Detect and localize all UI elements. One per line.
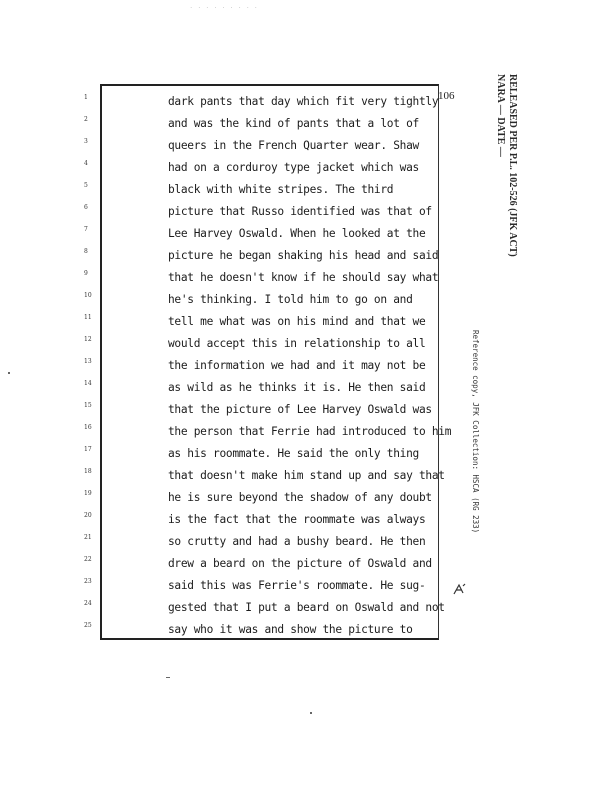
line-number: 7 [84, 226, 88, 233]
text-line: had on a corduroy type jacket which was [168, 161, 419, 174]
text-line: the person that Ferrie had introduced to him [168, 425, 452, 438]
line-number: 24 [84, 600, 92, 607]
text-line: that doesn't make him stand up and say that [168, 469, 445, 482]
line-number: 14 [84, 380, 92, 387]
text-line: would accept this in relationship to all [168, 337, 426, 350]
line-number: 4 [84, 160, 88, 167]
line-number: 21 [84, 534, 92, 541]
text-line: he is sure beyond the shadow of any doubt [168, 491, 432, 504]
text-line: queers in the French Quarter wear. Shaw [168, 139, 419, 152]
line-number: 5 [84, 182, 88, 189]
release-stamp [494, 74, 518, 257]
line-number: 15 [84, 402, 92, 409]
text-line: tell me what was on his mind and that we [168, 315, 426, 328]
line-number: 22 [84, 556, 92, 563]
text-line: the information we had and it may not be [168, 359, 426, 372]
top-margin-scrawl: · · · · · · · · · [190, 4, 259, 12]
page-number: 106 [438, 90, 455, 102]
line-number: 8 [84, 248, 88, 255]
text-line: and was the kind of pants that a lot of [168, 117, 419, 130]
line-number: 25 [84, 622, 92, 629]
text-line: black with white stripes. The third [168, 183, 394, 196]
line-number: 2 [84, 116, 88, 123]
line-number: 11 [84, 314, 92, 321]
line-number: 1 [84, 94, 88, 101]
reference-copy-note: Reference copy, JFK Collection: HSCA (RG 233) [471, 330, 480, 534]
text-line: say who it was and show the picture to [168, 623, 413, 636]
text-line: said this was Ferrie's roommate. He sug- [168, 579, 426, 592]
text-line: that he doesn't know if he should say what [168, 271, 439, 284]
text-line: picture that Russo identified was that of [168, 205, 432, 218]
release-stamp-line: RELEASED PER P.L. 102-526 (JFK ACT) [507, 74, 518, 257]
text-line: that the picture of Lee Harvey Oswald was [168, 403, 432, 416]
line-number: 3 [84, 138, 88, 145]
line-number: 17 [84, 446, 92, 453]
line-number: 23 [84, 578, 92, 585]
text-line: he's thinking. I told him to go on and [168, 293, 413, 306]
text-line: as his roommate. He said the only thing [168, 447, 419, 460]
text-line: picture he began shaking his head and said [168, 249, 439, 262]
text-line: as wild as he thinks it is. He then said [168, 381, 426, 394]
text-line: Lee Harvey Oswald. When he looked at the [168, 227, 426, 240]
release-stamp-line: NARA — DATE — [495, 74, 506, 157]
line-number: 19 [84, 490, 92, 497]
line-number: 12 [84, 336, 92, 343]
text-line: gested that I put a beard on Oswald and not [168, 601, 445, 614]
scan-speck [8, 372, 10, 374]
scan-speck [310, 712, 312, 714]
scan-speck [166, 677, 170, 678]
line-number: 9 [84, 270, 88, 277]
line-number: 16 [84, 424, 92, 431]
handwritten-initials-mark [452, 582, 466, 596]
line-number: 6 [84, 204, 88, 211]
text-line: so crutty and had a bushy beard. He then [168, 535, 426, 548]
line-number: 18 [84, 468, 92, 475]
line-number: 20 [84, 512, 92, 519]
text-line: dark pants that day which fit very tightly [168, 95, 439, 108]
line-number: 10 [84, 292, 92, 299]
text-line: is the fact that the roommate was always [168, 513, 426, 526]
line-number: 13 [84, 358, 92, 365]
text-line: drew a beard on the picture of Oswald and [168, 557, 432, 570]
